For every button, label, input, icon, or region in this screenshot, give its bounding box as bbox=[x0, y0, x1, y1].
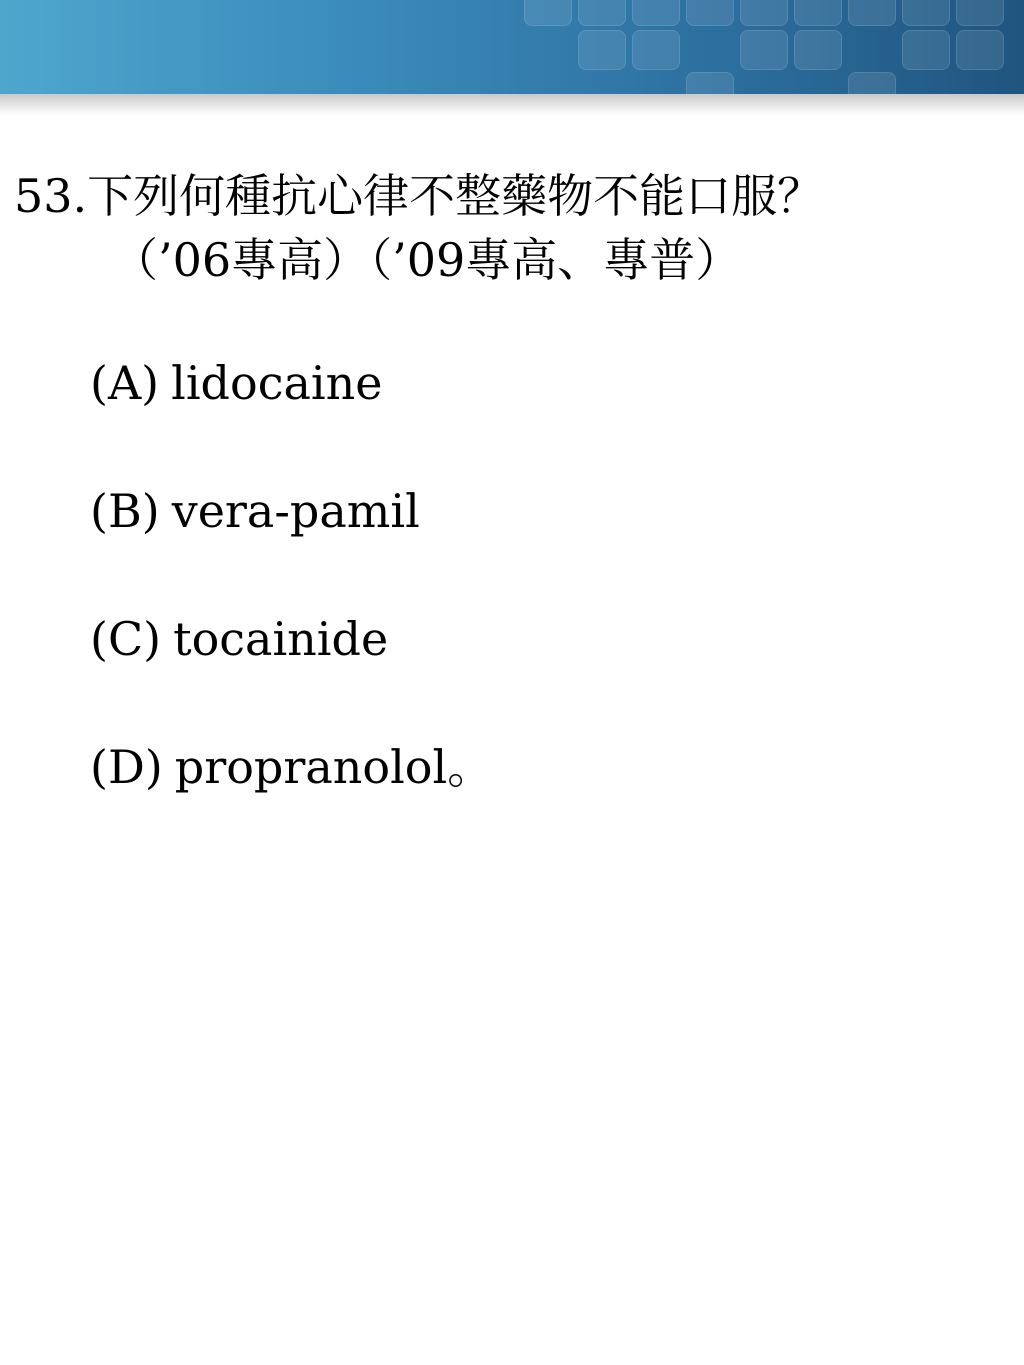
option-b bbox=[90, 478, 990, 606]
option-d bbox=[90, 734, 990, 862]
option-b-text: vera-pamil bbox=[171, 484, 420, 538]
option-c bbox=[90, 606, 990, 734]
option-c-text: tocainide bbox=[173, 612, 389, 666]
question-line-2: （’06專高）（’09專高、專普） bbox=[112, 233, 742, 287]
header-banner bbox=[0, 0, 1024, 94]
answer-options bbox=[90, 350, 990, 862]
option-a bbox=[90, 350, 990, 478]
option-a-label: (A) bbox=[90, 356, 160, 410]
question-text bbox=[14, 164, 1014, 292]
header-divider bbox=[0, 94, 1024, 116]
option-a-text: lidocaine bbox=[171, 356, 383, 410]
option-b-label: (B) bbox=[90, 484, 160, 538]
option-d-text: propranolol。 bbox=[174, 740, 494, 794]
option-d-label: (D) bbox=[90, 740, 163, 794]
option-c-label: (C) bbox=[90, 612, 162, 666]
banner-decoration bbox=[464, 0, 1024, 94]
question-line-1: 53.下列何種抗心律不整藥物不能口服？ bbox=[14, 169, 824, 223]
